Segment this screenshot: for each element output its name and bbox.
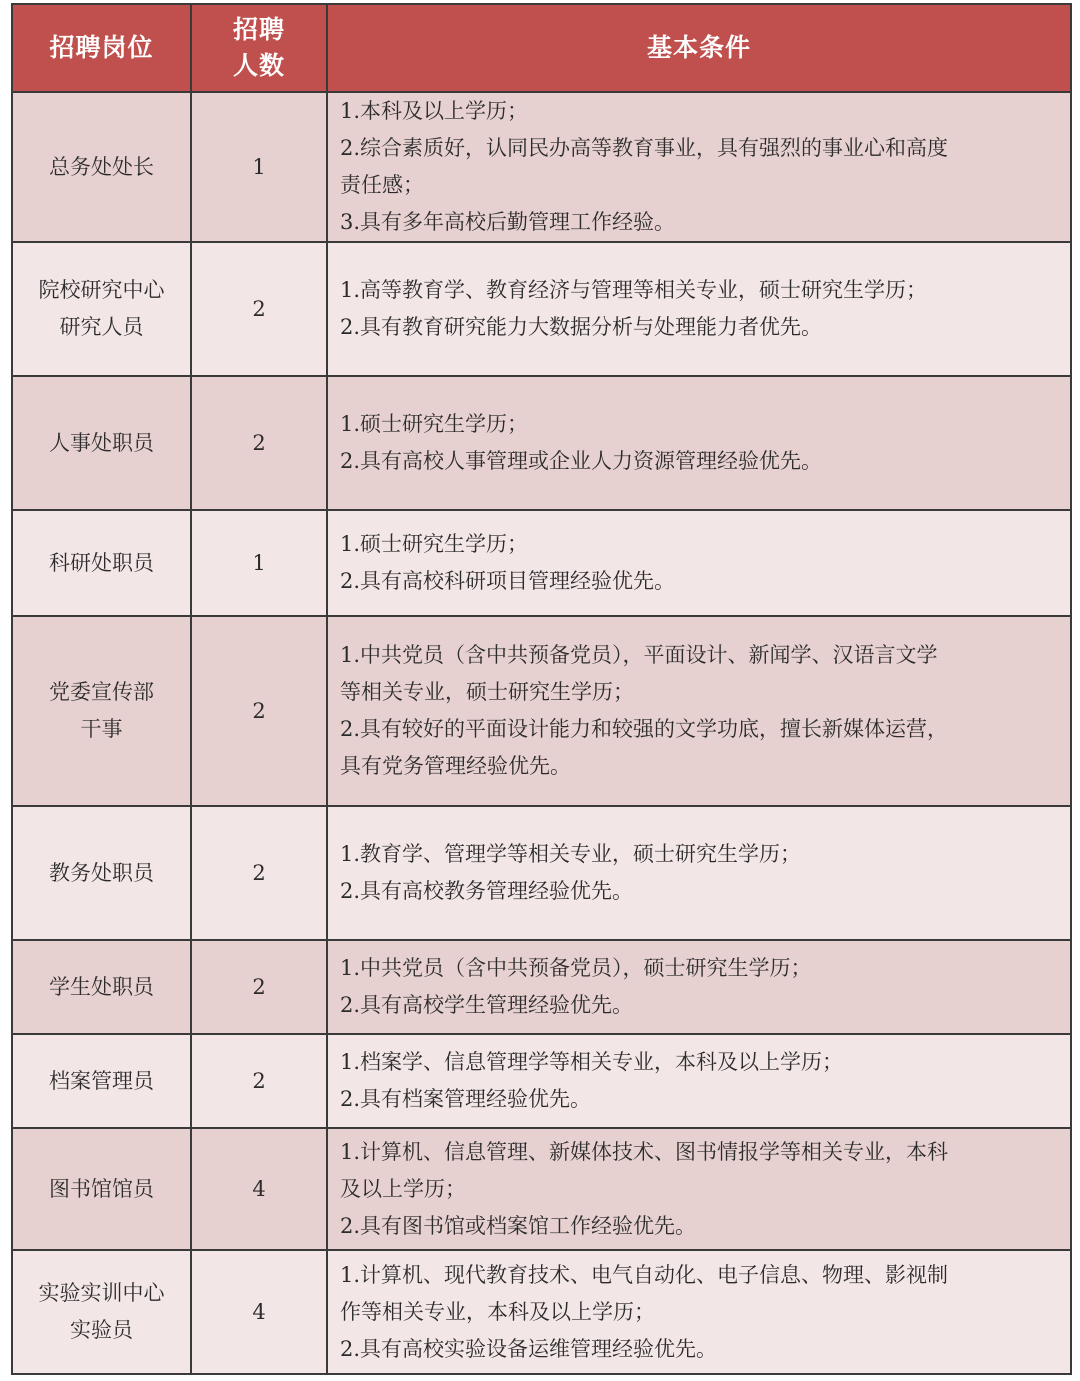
count-cell: 1: [191, 92, 327, 242]
position-line: 实验员: [70, 1318, 133, 1342]
table-row: [12, 1034, 1071, 1128]
table-header-row: [12, 4, 1071, 92]
count-cell: 2: [191, 376, 327, 510]
requirement-line: 2.综合素质好，认同民办高等教育事业，具有强烈的事业心和高度: [340, 136, 949, 160]
header-requirements: 基本条件: [327, 4, 1071, 92]
position-cell: [12, 510, 191, 616]
requirement-line: 1.中共党员（含中共预备党员），平面设计、新闻学、汉语言文学: [340, 643, 938, 667]
position-line: 干事: [80, 717, 123, 741]
count-cell: 1: [191, 510, 327, 616]
requirements-cell: [327, 242, 1071, 376]
requirement-line: 1.硕士研究生学历；: [340, 412, 529, 436]
requirement-line: 1.计算机、现代教育技术、电气自动化、电子信息、物理、影视制: [340, 1262, 949, 1287]
requirement-line: 1.教育学、管理学等相关专业，硕士研究生学历；: [340, 842, 802, 866]
position-cell: [12, 940, 191, 1034]
position-line: 教务处职员: [49, 860, 154, 885]
requirement-line: 2.具有档案管理经验优先。: [340, 1087, 592, 1111]
requirements-cell: [327, 510, 1071, 616]
count-cell: 2: [191, 940, 327, 1034]
position-cell: [12, 242, 191, 376]
requirement-line: 责任感；: [340, 173, 424, 197]
table-row: [12, 616, 1071, 806]
position-line: 实验实训中心: [38, 1281, 165, 1305]
requirement-line: 1.档案学、信息管理学等相关专业，本科及以上学历；: [340, 1050, 844, 1074]
count-cell: 2: [191, 616, 327, 806]
requirements-cell: [327, 940, 1071, 1034]
position-cell: [12, 1034, 191, 1128]
position-line: 党委宣传部: [49, 680, 154, 704]
header-position: 招聘岗位: [12, 4, 191, 92]
position-cell: [12, 1250, 191, 1374]
position-line: 学生处职员: [49, 974, 154, 999]
requirement-line: 2.具有高校实验设备运维管理经验优先。: [340, 1336, 718, 1361]
requirements-cell: [327, 806, 1071, 940]
table-row: [12, 940, 1071, 1034]
count-cell: 4: [191, 1128, 327, 1250]
requirement-line: 2.具有高校学生管理经验优先。: [340, 993, 634, 1017]
position-cell: [12, 806, 191, 940]
count-cell: 4: [191, 1250, 327, 1374]
requirement-line: 1.硕士研究生学历；: [340, 532, 529, 556]
requirements-cell: [327, 616, 1071, 806]
table-row: [12, 92, 1071, 242]
position-cell: [12, 92, 191, 242]
position-line: 档案管理员: [49, 1068, 154, 1093]
requirements-cell: [327, 92, 1071, 242]
requirement-line: 1.计算机、信息管理、新媒体技术、图书情报学等相关专业，本科: [340, 1139, 949, 1164]
table-row: [12, 376, 1071, 510]
requirement-line: 作等相关专业，本科及以上学历；: [340, 1299, 655, 1324]
table-body: [12, 92, 1071, 1374]
requirement-line: 2.具有高校教务管理经验优先。: [340, 879, 634, 903]
position-line: 总务处处长: [49, 154, 154, 179]
requirement-line: 及以上学历；: [340, 1176, 466, 1201]
position-line: 科研处职员: [49, 550, 154, 575]
requirement-line: 2.具有高校人事管理或企业人力资源管理经验优先。: [340, 449, 823, 473]
requirement-line: 3.具有多年高校后勤管理工作经验。: [340, 210, 676, 234]
requirement-line: 1.本科及以上学历；: [340, 99, 529, 123]
requirement-line: 1.中共党员（含中共预备党员），硕士研究生学历；: [340, 956, 812, 980]
requirement-line: 具有党务管理经验优先。: [340, 754, 571, 778]
table-row: [12, 1128, 1071, 1250]
header-count: [191, 4, 327, 92]
requirements-cell: [327, 1128, 1071, 1250]
table-row: [12, 1250, 1071, 1374]
count-cell: 2: [191, 1034, 327, 1128]
requirement-line: 2.具有高校科研项目管理经验优先。: [340, 569, 676, 593]
table-row: [12, 242, 1071, 376]
position-line: 研究人员: [59, 315, 144, 339]
requirement-line: 1.高等教育学、教育经济与管理等相关专业，硕士研究生学历；: [340, 278, 928, 302]
count-cell: 2: [191, 806, 327, 940]
requirement-line: 2.具有图书馆或档案馆工作经验优先。: [340, 1213, 697, 1238]
header-count-line: 招聘: [232, 15, 285, 44]
requirement-line: 2.具有教育研究能力大数据分析与处理能力者优先。: [340, 315, 823, 339]
position-cell: [12, 1128, 191, 1250]
position-line: 人事处职员: [49, 430, 154, 455]
requirement-line: 等相关专业，硕士研究生学历；: [340, 680, 634, 704]
table-row: [12, 510, 1071, 616]
position-cell: [12, 616, 191, 806]
count-cell: 2: [191, 242, 327, 376]
position-line: 院校研究中心: [38, 278, 165, 302]
table-row: [12, 806, 1071, 940]
position-cell: [12, 376, 191, 510]
requirements-cell: [327, 1034, 1071, 1128]
header-count-line: 人数: [232, 51, 285, 80]
requirement-line: 2.具有较好的平面设计能力和较强的文学功底，擅长新媒体运营，: [340, 717, 949, 741]
position-line: 图书馆馆员: [49, 1176, 154, 1201]
recruitment-table: [11, 3, 1072, 1375]
requirements-cell: [327, 1250, 1071, 1374]
requirements-cell: [327, 376, 1071, 510]
